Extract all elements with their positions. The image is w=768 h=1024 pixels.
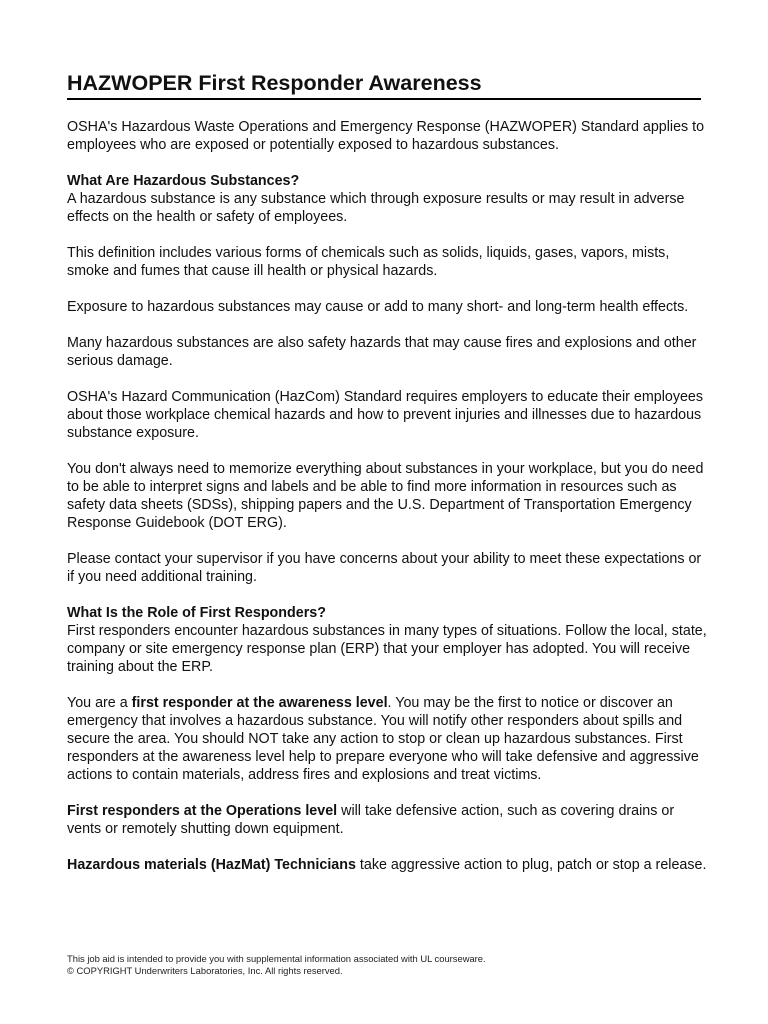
paragraph-hazmat-technicians: [67, 856, 707, 874]
page-title: HAZWOPER First Responder Awareness: [67, 71, 482, 95]
paragraph-erp: First responders encounter hazardous substances in many types of situations. Follow the local, state, company or site emergency response plan (ERP) that your employer has adopted. You will receive training about the ERP.: [67, 623, 707, 675]
operations-level-term: First responders at the Operations level: [67, 803, 338, 819]
footer-disclaimer: This job aid is intended to provide you with supplemental information associated with UL courseware.: [67, 953, 486, 964]
paragraph-operations-level: [67, 802, 707, 838]
hazmat-description: take aggressive action to plug, patch or stop a release.: [355, 857, 707, 873]
hazmat-technicians-term: Hazardous materials (HazMat) Technicians: [67, 857, 356, 873]
paragraph-awareness-level: [67, 694, 707, 784]
paragraph-chemical-forms: This definition includes various forms of chemicals such as solids, liquids, gases, vapors, mists, smoke and fumes that cause ill health or physical hazards.: [67, 245, 670, 279]
intro-paragraph: OSHA's Hazardous Waste Operations and Emergency Response (HAZWOPER) Standard applies to employees who are exposed or potentially exposed to hazardous substances.: [67, 119, 705, 153]
awareness-level-term: first responder at the awareness level: [131, 695, 388, 711]
section-heading-first-responders: What Is the Role of First Responders?: [67, 605, 326, 621]
paragraph-definition: A hazardous substance is any substance which through exposure results or may result in adverse effects on the health or safety of employees.: [67, 191, 685, 225]
paragraph-safety-hazards: Many hazardous substances are also safety hazards that may cause fires and explosions and other serious damage.: [67, 335, 697, 369]
document-body: [67, 118, 707, 892]
section-heading-hazardous-substances: What Are Hazardous Substances?: [67, 173, 300, 189]
awareness-description: . You may be the first to notice or discover an emergency that involves a hazardous substance. You will notify other responders about spills and secure the area. You should NOT take any action to stop or clean up hazardous substances. First responders at the awareness level help to prepare everyone who will take defensive and aggressive actions to contain materials, address fires and explosions and treat victims.: [67, 695, 699, 783]
title-underline: [67, 98, 701, 100]
paragraph-hazcom: OSHA's Hazard Communication (HazCom) Standard requires employers to educate their employees about those workplace chemical hazards and how to prevent injuries and illnesses due to hazardous substance exposure.: [67, 389, 704, 441]
paragraph-health-effects: Exposure to hazardous substances may cause or add to many short- and long-term health effects.: [67, 299, 689, 315]
paragraph-contact-supervisor: Please contact your supervisor if you have concerns about your ability to meet these expectations or if you need additional training.: [67, 551, 702, 585]
awareness-prefix: You are a: [67, 695, 132, 711]
footer-copyright: © COPYRIGHT Underwriters Laboratories, Inc. All rights reserved.: [67, 965, 343, 976]
page-footer: [67, 953, 486, 977]
paragraph-resources: You don't always need to memorize everything about substances in your workplace, but you do need to be able to interpret signs and labels and be able to find more information in resources such as safety data sheets (SDSs), shipping papers and the U.S. Department of Transportation Emergency Response Guidebook (DOT ERG).: [67, 461, 704, 531]
operations-description: will take defensive action, such as covering drains or vents or remotely shutting down equipment.: [67, 803, 675, 837]
